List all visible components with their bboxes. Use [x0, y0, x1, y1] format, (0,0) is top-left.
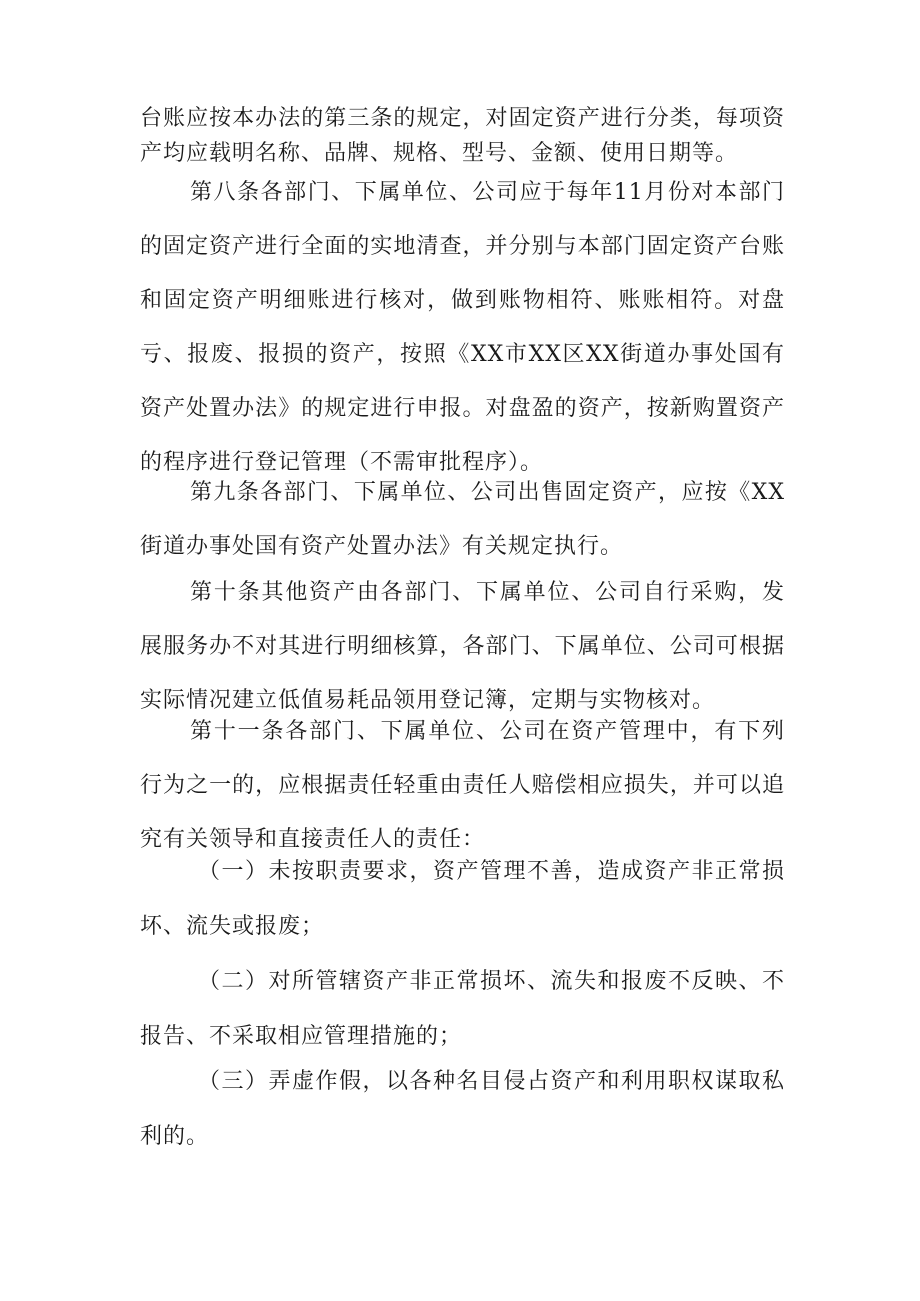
paragraph-article-11: 第十一条各部门、下属单位、公司在资产管理中，有下列行为之一的，应根据责任轻重由责任人赔偿相应损失，并可以追究有关领导和直接责任人的责任： — [140, 719, 785, 852]
paragraph-article-8: 第八条各部门、下属单位、公司应于每年11月份对本部门的固定资产进行全面的实地清查，并分别与本部门固定资产台账和固定资产明细账进行核对，做到账物相符、账账相符。对盘亏、报废、报损的资产，按照《XX市XX区XX街道办事处国有资产处置办法》的规定进行申报。对盘盈的资产，按新购置资产的程序进行登记管理（不需审批程序）。 — [140, 180, 785, 475]
paragraph-article-10: 第十条其他资产由各部门、下属单位、公司自行采购，发展服务办不对其进行明细核算，各部门、下属单位、公司可根据实际情况建立低值易耗品领用登记簿，定期与实物核对。 — [140, 580, 785, 713]
list-item-1: （一）未按职责要求，资产管理不善，造成资产非正常损坏、流失或报废； — [140, 859, 785, 939]
paragraph-article-9: 第九条各部门、下属单位、公司出售固定资产，应按《XX 街道办事处国有资产处置办法》有关规定执行。 — [140, 480, 785, 559]
paragraph-ledger-classification: 台账应按本办法的第三条的规定，对固定资产进行分类，每项资产均应载明名称、品牌、规格、型号、金额、使用日期等。 — [140, 106, 785, 166]
list-item-3: （三）弄虚作假，以各种名目侵占资产和利用职权谋取私利的。 — [140, 1069, 785, 1149]
list-item-2: （二）对所管辖资产非正常损坏、流失和报废不反映、不报告、不采取相应管理措施的； — [140, 969, 785, 1049]
